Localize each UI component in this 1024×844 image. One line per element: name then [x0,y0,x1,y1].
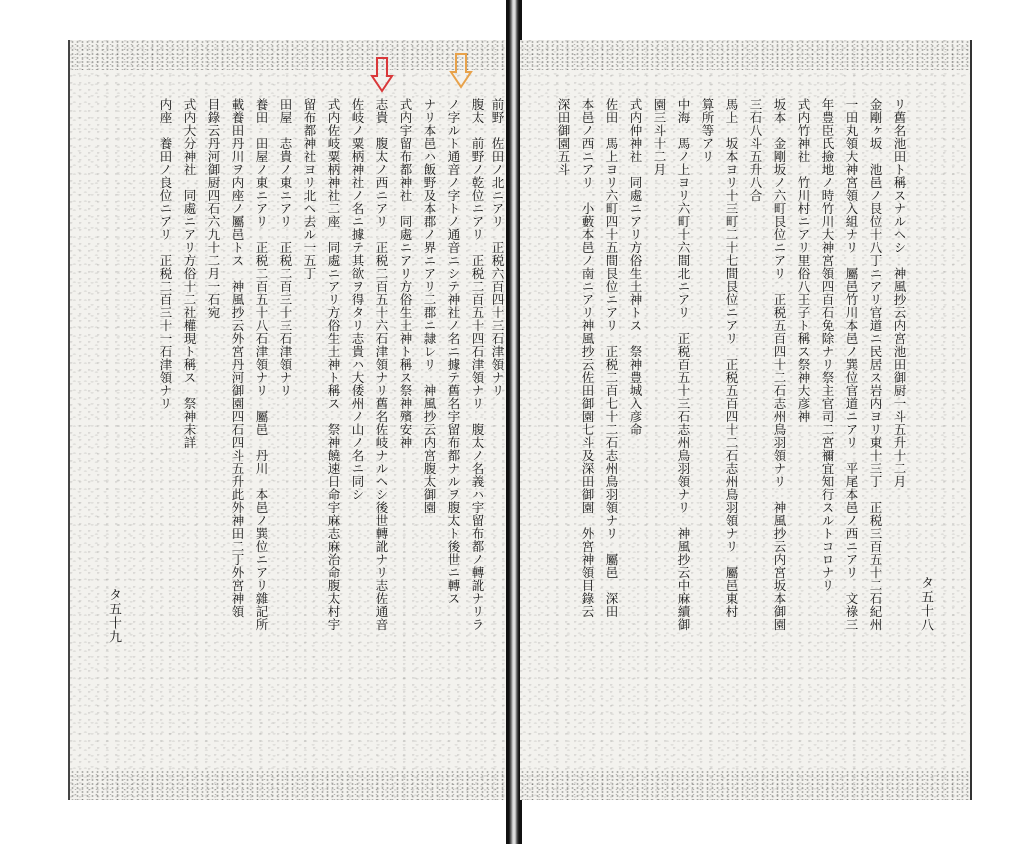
text-column: 算所等アリ [700,98,715,163]
page-edge-grain [520,40,970,70]
right-page [520,40,972,800]
text-column: 深田御園五斗 [556,98,571,176]
text-column: 一田丸領大神宮領入組ナリ 屬邑竹川本邑ノ巽位官道ニアリ 平尾本邑ノ西ニアリ 文祿三 [844,98,859,631]
text-column: 式内佐岐粟柄神社二座 同處ニアリ方俗生土神ト稱ス 祭神饒速日命宇麻志麻治命腹太村宇 [326,98,341,631]
text-column: 中海 馬ノ上ヨリ六町十六間北ニアリ 正税百五十三石志州鳥羽領ナリ 神風抄云中麻續御 [676,98,691,631]
text-column: 載養田丹川ヲ内座ノ屬邑トス 神風抄云外宮丹河御園四石四斗五升此外神田二丁外宮神領 [230,98,245,618]
text-column: 佐田 馬上ヨリ六町四十五間艮位ニアリ 正税二百七十二石志州鳥羽領ナリ 屬邑 深田 [604,98,619,618]
text-column: 目錄云丹河御厨四石六九十二月一石宛 [206,98,221,319]
text-column: 志貴 腹太ノ西ニアリ 正税二百五十六石津領ナリ舊名佐岐ナルヘシ後世轉訛ナリ志佐通音 [374,98,389,631]
red-arrow-shape [372,58,392,91]
orange-arrow-shape [451,54,471,87]
page-number: タ五十八 [918,576,933,632]
page-edge-grain [70,40,510,70]
text-column: 式内宇留布都神社 同處ニアリ方俗生土神ト稱ス祭神殯安神 [398,98,413,449]
page-number: タ五十九 [106,588,121,644]
text-column: 田屋 志貴ノ東ニアリ 正税二百三十三石津領ナリ [278,98,293,397]
text-column: 佐岐ノ粟柄神社ノ名ニ據テ其欲ヲ得タリ志貴ハ大倭州ノ山ノ名ニ同シ [350,98,365,501]
page-edge-grain [520,770,970,800]
text-column: ナリ本邑ハ飯野及本郡ノ界ニアリ二郡ニ隷レリ 神風抄云内宮腹太御園 [422,98,437,514]
text-column: 前野 佐田ノ北ニアリ 正税六百四十三石津領ナリ [490,98,505,397]
text-column: 馬上 坂本ヨリ十三町二十七間艮位ニアリ 正税五百四十二石志州鳥羽領ナリ 屬邑東村 [724,98,739,618]
text-column: 留布都神社ヨリ北ヘ去ル一五丁 [302,98,317,280]
text-column: 年豊臣氏撿地ノ時竹川大神宮領四百石免除ナリ祭主官司二宮禰宜知行スルトコロナリ [820,98,835,592]
text-column: 養田 田屋ノ東ニアリ 正税二百五十八石津領ナリ 屬邑 丹川 本邑ノ巽位ニアリ雜記所 [254,98,269,631]
text-column: 三石八斗五升八合 [748,98,763,202]
text-column: 式内大分神社 同處ニアリ方俗十二社權現ト稱ス 祭神未詳 [182,98,197,449]
text-column: 腹太 前野ノ乾位ニアリ 正税二百五十四石津領ナリ 腹太ノ名義ハ宇留布都ノ轉訛ナリラ [470,98,485,631]
orange-down-arrow-icon [449,52,473,90]
text-column: 内座 養田ノ良位ニアリ 正税二百三十一石津領ナリ [158,98,173,410]
text-column: リ舊名池田ト稱スナルヘシ 神風抄云内宮池田御厨一斗五升十二月 [892,98,907,488]
text-column: 坂本 金剛坂ノ六町艮位ニアリ 正税五百四十二石志州鳥羽領ナリ 神風抄云内宮坂本御園 [772,98,787,631]
text-column: 金剛ヶ坂 池邑ノ艮位十八丁ニアリ官道ニ民居ス岩内ヨリ東十三丁 正税三百五十二石紀州 [868,98,883,631]
text-column: 本邑ノ西ニアリ 小藪本邑ノ南ニアリ神風抄云佐田御園七斗及深田御園 外宮神領目錄云 [580,98,595,618]
left-page [68,40,510,800]
text-column: 式内仲神社 同處ニアリ方俗生土神トス 祭神豊城入彦命 [628,98,643,436]
page-edge-grain [70,770,510,800]
red-down-arrow-icon [370,56,394,94]
text-column: ノ字ルト通音ノ字トノ通音ニシテ神社ノ名ニ據テ舊名宇留布都ナルヲ腹太ト後世ニ轉ス [446,98,461,605]
text-column: 園三斗十二月 [652,98,667,176]
text-column: 式内竹神社 竹川村ニアリ里俗八王子ト稱ス祭神大彦神 [796,98,811,423]
